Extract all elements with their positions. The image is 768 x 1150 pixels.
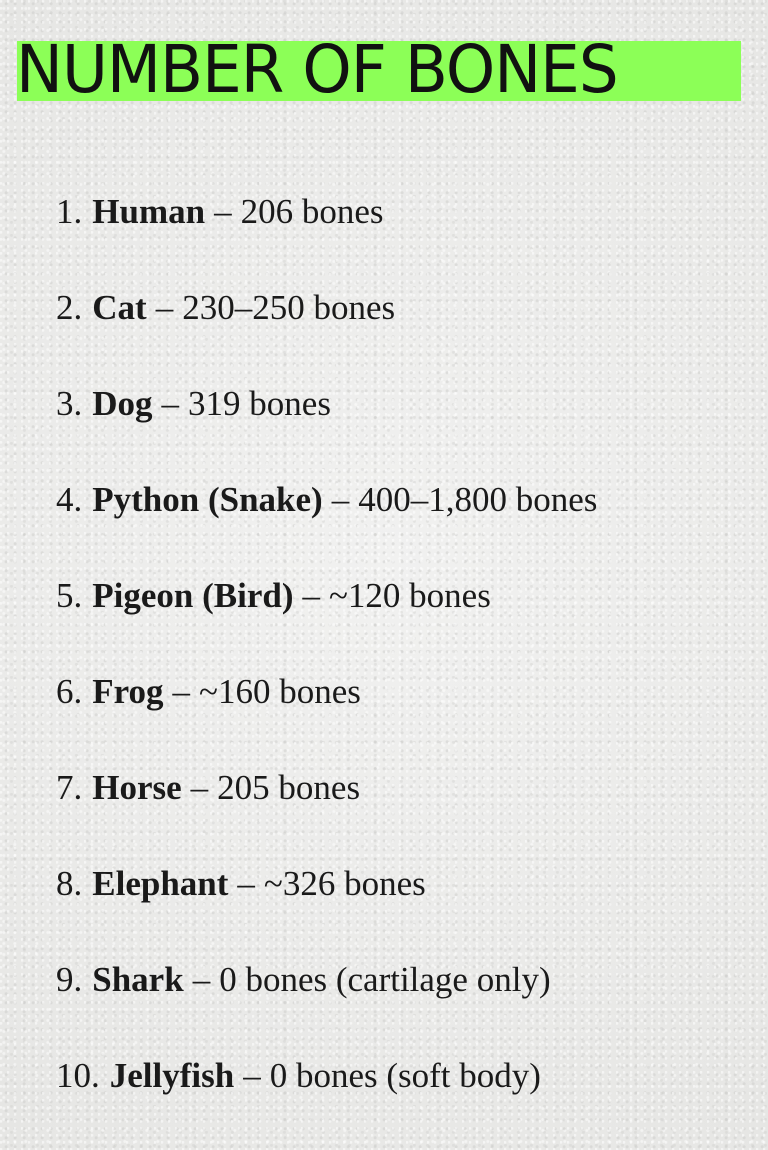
list-item <box>56 1054 597 1150</box>
item-number: 2. <box>56 288 83 327</box>
separator-dash: – <box>172 672 191 711</box>
item-number: 6. <box>56 672 83 711</box>
bones-list <box>56 190 597 1150</box>
bone-count: 319 bones <box>188 384 331 423</box>
item-number: 1. <box>56 192 83 231</box>
item-number: 4. <box>56 480 83 519</box>
separator-dash: – <box>192 960 211 999</box>
bone-count: 0 bones (soft body) <box>269 1056 541 1095</box>
item-number: 5. <box>56 576 83 615</box>
separator-dash: – <box>155 288 174 327</box>
list-item <box>56 574 597 670</box>
list-item <box>56 958 597 1054</box>
list-item <box>56 478 597 574</box>
animal-name: Pigeon (Bird) <box>92 576 294 615</box>
bone-count: 206 bones <box>240 192 384 231</box>
animal-name: Elephant <box>92 864 229 903</box>
item-number: 3. <box>56 384 83 423</box>
bone-count: ~160 bones <box>199 672 361 711</box>
item-number: 7. <box>56 768 83 807</box>
item-number: 8. <box>56 864 83 903</box>
bone-count: 205 bones <box>217 768 361 807</box>
animal-name: Frog <box>92 672 164 711</box>
animal-name: Jellyfish <box>109 1056 235 1095</box>
list-item <box>56 382 597 478</box>
separator-dash: – <box>331 480 350 519</box>
list-item <box>56 766 597 862</box>
bone-count: 230–250 bones <box>182 288 396 327</box>
separator-dash: – <box>237 864 255 903</box>
animal-name: Python (Snake) <box>92 480 323 519</box>
item-number: 10. <box>56 1056 100 1095</box>
bone-count: ~326 bones <box>263 864 426 903</box>
bone-count: 0 bones (cartilage only) <box>219 960 551 999</box>
list-item <box>56 190 597 286</box>
separator-dash: – <box>214 192 232 231</box>
animal-name: Dog <box>92 384 153 423</box>
list-item <box>56 670 597 766</box>
animal-name: Human <box>92 192 206 231</box>
bone-count: 400–1,800 bones <box>358 480 598 519</box>
separator-dash: – <box>302 576 320 615</box>
item-number: 9. <box>56 960 83 999</box>
separator-dash: – <box>161 384 180 423</box>
list-item <box>56 862 597 958</box>
bone-count: ~120 bones <box>328 576 491 615</box>
animal-name: Shark <box>92 960 184 999</box>
separator-dash: – <box>243 1056 261 1095</box>
page-title: NUMBER OF BONES <box>16 31 618 108</box>
list-item <box>56 286 597 382</box>
animal-name: Horse <box>92 768 182 807</box>
separator-dash: – <box>190 768 209 807</box>
animal-name: Cat <box>92 288 147 327</box>
